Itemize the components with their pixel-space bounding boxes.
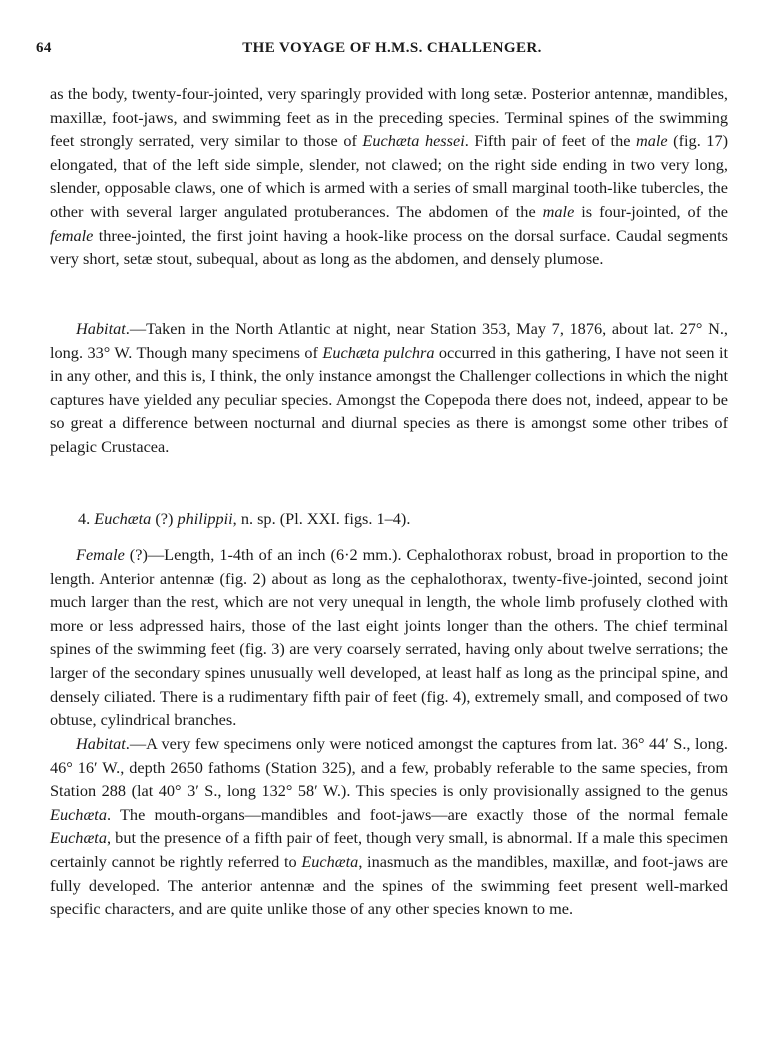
text-run: as the body, twenty-four-jointed, very sparingly provided with long setæ. Posterior antennæ, mandibles, maxillæ, foot-jaws, and swimming feet as in the preceding species. Terminal spines of the swimming feet strongly serrated, very similar to those of xyxy=(50,84,728,151)
text-run: (?)—Length, 1-4th of an inch (6·2 mm.). Cephalothorax robust, broad in proportion to the length. Anterior antennæ (fig. 2) about as long as the cephalothorax, twenty-five-jointed, second joint much larger than the rest, which are not very unequal in length, the whole limb profusely clothed with more or less adpressed hairs, those of the last eight joints longer than the others. The chief terminal spines of the swimming feet (fig. 3) are very coarsely serrated, having only about twelve serrations; the larger of the secondary spines unusually well developed, at least half as long as the principal spine, and densely ciliated. There is a rudimentary fifth pair of feet (fig. 4), extremely small, and composed of two obtuse, cylindrical branches. xyxy=(50,545,728,730)
paragraph-female-description xyxy=(50,543,728,732)
species-name: Euchæta pulchra xyxy=(322,342,435,362)
text-run: is four-jointed, of the xyxy=(574,201,728,221)
female-label: Female xyxy=(76,545,125,564)
text-run: .—A very few specimens only were noticed amongst the captures from lat. 36° 44′ S., long. 46° 16′ W., depth 2650 fathoms (Station 325), and a few, probably referable to the same species, from Station 288 (lat 40° 3′ S., long 132° 58′ W.). This species is only provisionally assigned to the genus xyxy=(50,734,728,801)
text-run: , inasmuch as the mandibles, maxillæ, and foot-jaws are fully developed. The anterior antennæ and the spines of the swimming feet present well-marked specific characters, and are quite unlike those of any other species known to me. xyxy=(50,851,728,919)
text-run: . Fifth pair of feet of the xyxy=(464,131,636,151)
habitat-label: Habitat xyxy=(76,319,126,338)
genus-name: Euchæta xyxy=(50,804,107,824)
paragraph-description-continued xyxy=(50,82,728,271)
text-run: . The mouth-organs—mandibles and foot-jaws—are exactly those of the normal female xyxy=(106,804,728,824)
text-run: occurred in this gathering, I have not seen it in any other, and this is, I think, the only instance amongst the Challenger collections in which the night captures have yielded any peculiar species. Amongst the Copepoda there does not, indeed, appear to be so great a difference between nocturnal and diurnal species as there is amongst some other tribes of pelagic Crustacea. xyxy=(50,342,728,456)
genus-name: Euchæta xyxy=(301,851,359,871)
text-run: .—Taken in the North Atlantic at night, near Station 353, May 7, 1876, about lat. 27° N., long. 33° W. Though many specimens of xyxy=(50,319,728,362)
paragraph-habitat-1 xyxy=(50,317,728,459)
sex-term: female xyxy=(50,225,94,245)
text-run: three-jointed, the first joint having a hook-like process on the dorsal surface. Caudal segments very short, setæ stout, subequal, about as long as the abdomen, and densely plumose. xyxy=(50,225,728,269)
sex-term: male xyxy=(635,131,668,151)
running-title: THE VOYAGE OF H.M.S. CHALLENGER. xyxy=(242,40,542,56)
species-number: 4. xyxy=(78,509,95,528)
species-name: Euchæta hessei xyxy=(362,131,465,151)
habitat-label: Habitat xyxy=(76,734,126,753)
paragraph-habitat-2 xyxy=(50,732,728,921)
heading-rest: , n. sp. (Pl. XXI. figs. 1–4). xyxy=(232,509,411,528)
genus-name: Euchæta xyxy=(50,828,107,848)
text-run: (fig. 17) elongated, that of the left side simple, slender, not clawed; on the right side ending in two very long, slender, opposable claws, one of which is armed with a series of small marginal tooth-like tubercles, the other with several larger angulated protuberances. The abdomen of the xyxy=(50,131,729,221)
genus-name: Euchæta xyxy=(94,509,152,528)
page-number: 64 xyxy=(36,40,52,56)
species-epithet: philippii xyxy=(177,509,233,528)
query-mark: (?) xyxy=(151,509,178,528)
species-heading xyxy=(78,509,410,529)
sex-term: male xyxy=(542,201,575,221)
text-run: , but the presence of a fifth pair of feet, though very small, is abnormal. If a male this specimen certainly cannot be rightly referred to xyxy=(50,828,728,871)
